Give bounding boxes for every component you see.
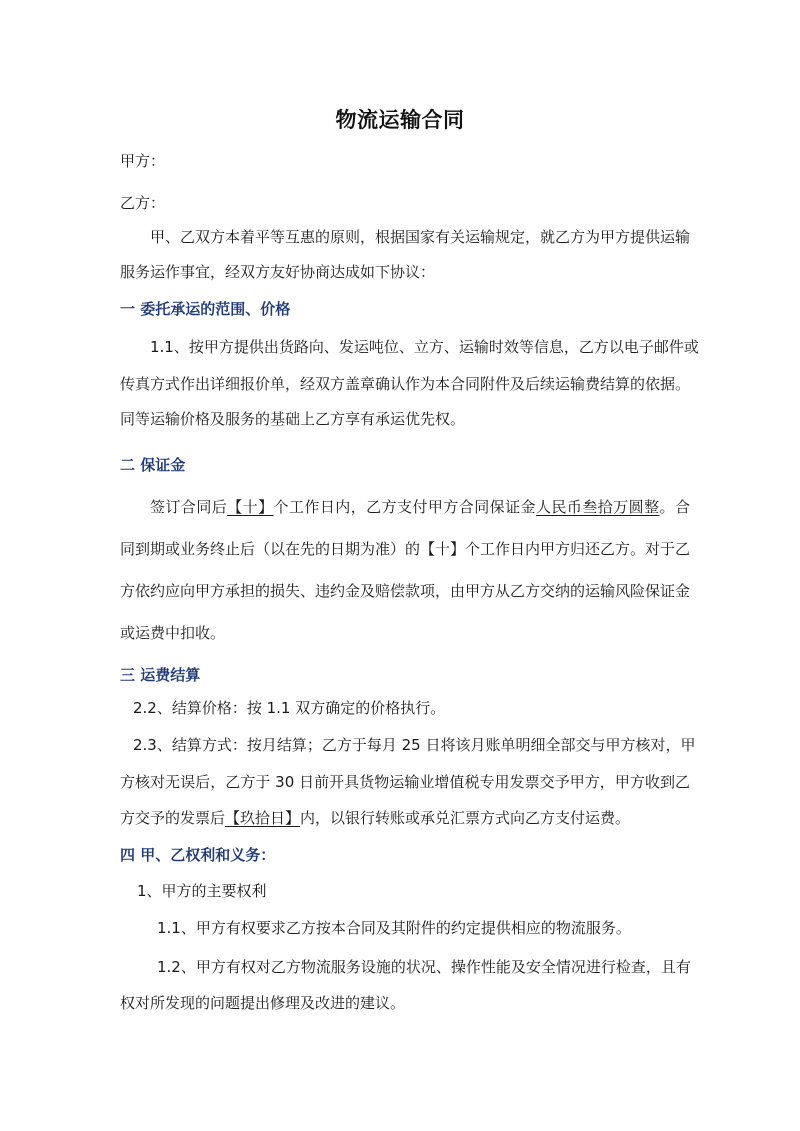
section-4-subheading: 1、甲方的主要权利 — [137, 882, 267, 900]
deposit-amount-value: 人民币叁拾万圆整 — [536, 498, 660, 516]
section-2-heading: 二 保证金 — [120, 456, 186, 474]
intro-line-2: 服务运作事宜，经双方友好协商达成如下协议： — [120, 263, 436, 281]
section-4-item-1-2-line-1: 1.2、甲方有权对乙方物流服务设施的状况、操作性能及安全情况进行检查，且有 — [157, 958, 691, 976]
section-2-line-3: 方依约应向甲方承担的损失、违约金及赔偿款项，由甲方从乙方交纳的运输风险保证金 — [120, 582, 691, 600]
section-3-text-a: 方交予的发票后 — [120, 809, 226, 827]
section-3-item-2-2: 2.2、结算价格：按 1.1 双方确定的价格执行。 — [133, 699, 446, 717]
intro-line-1: 甲、乙双方本着平等互惠的原则，根据国家有关运输规定，就乙方为甲方提供运输 — [150, 228, 691, 246]
page-title: 物流运输合同 — [335, 108, 465, 132]
section-4-item-1-2-line-2: 权对所发现的问题提出修理及改进的建议。 — [120, 994, 406, 1012]
section-2-line-1 — [150, 497, 690, 517]
party-b-label: 乙方： — [120, 194, 166, 212]
payment-days-value: 【玖拾日】 — [225, 809, 301, 827]
party-a-label: 甲方： — [120, 152, 166, 170]
section-3-heading: 三 运费结算 — [120, 666, 201, 684]
section-1-line-2: 传真方式作出详细报价单，经双方盖章确认作为本合同附件及后续运输费结算的依据。 — [120, 375, 691, 393]
section-4-heading: 四 甲、乙权利和义务： — [120, 846, 276, 864]
section-3-line-2: 方核对无误后，乙方于 30 日前开具货物运输业增值税专用发票交予甲方，甲方收到乙 — [120, 773, 690, 791]
section-2-line-2: 同到期或业务终止后（以在先的日期为准）的【十】个工作日内甲方归还乙方。对于乙 — [120, 540, 691, 558]
section-1-heading: 一 委托承运的范围、价格 — [120, 300, 291, 318]
section-1-line-3: 同等运输价格及服务的基础上乙方享有承运优先权。 — [120, 410, 466, 428]
section-2-line-4: 或运费中扣收。 — [120, 624, 226, 642]
section-3-line-3 — [120, 808, 690, 828]
section-1-line-1: 1.1、按甲方提供出货路向、发运吨位、立方、运输时效等信息，乙方以电子邮件或 — [150, 338, 699, 356]
section-2-text-e: 。合 — [659, 498, 690, 516]
section-3-text-c: 内，以银行转账或承兑汇票方式向乙方支付运费。 — [300, 809, 631, 827]
section-2-text-c: 个工作日内，乙方支付甲方合同保证金 — [273, 498, 536, 516]
deposit-days-value: 【十】 — [227, 498, 274, 516]
section-3-line-1: 2.3、结算方式：按月结算；乙方于每月 25 日将该月账单明细全部交与甲方核对，甲 — [133, 736, 696, 754]
section-2-text-a: 签订合同后 — [150, 498, 228, 516]
section-4-item-1-1: 1.1、甲方有权要求乙方按本合同及其附件的约定提供相应的物流服务。 — [157, 919, 631, 937]
